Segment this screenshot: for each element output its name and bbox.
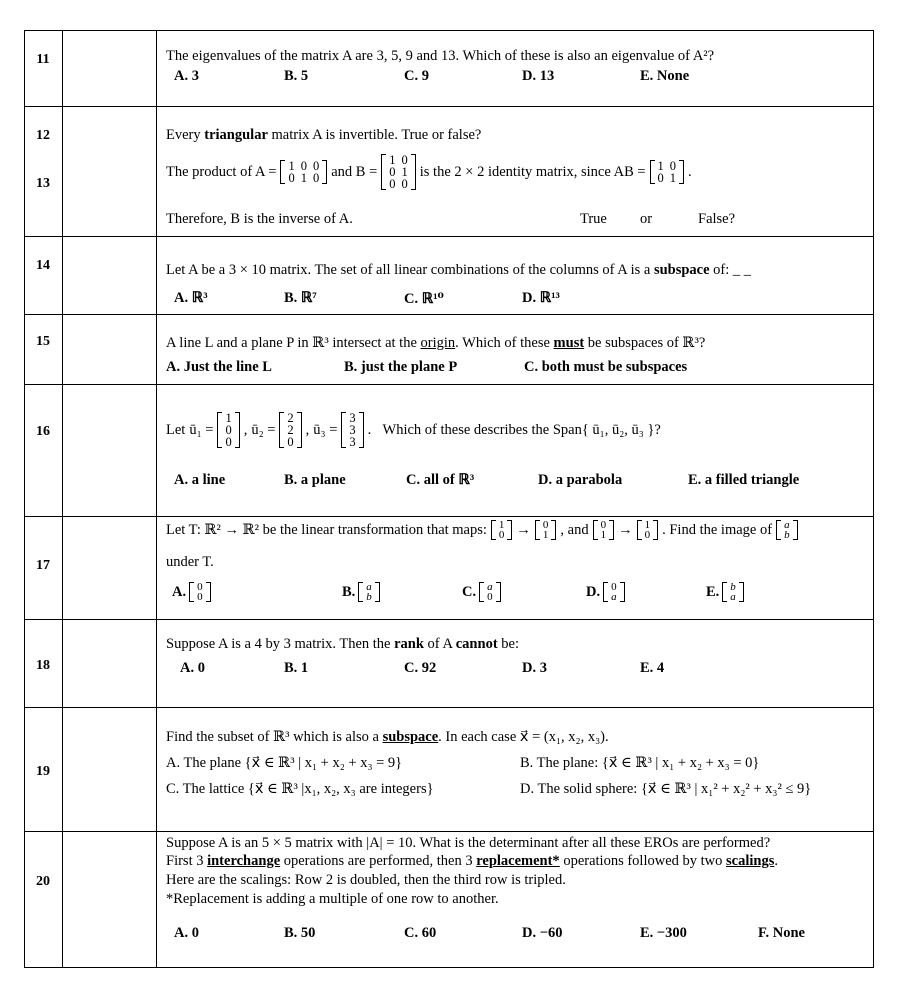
question-number: 13 <box>36 176 50 191</box>
question-text: and B = <box>331 163 378 180</box>
question-number: 11 <box>36 52 50 67</box>
matrix-entry: 0 <box>389 165 396 179</box>
question-text: . In each case x⃗ = (x₁, x₂, x₃). <box>438 729 609 745</box>
question-text: The product of A = <box>166 163 277 180</box>
question-number: 19 <box>36 764 50 779</box>
question-text: . Which of these <box>455 335 554 351</box>
matrix-entry: 0 <box>288 171 295 185</box>
option: E. a filled triangle <box>688 472 800 488</box>
question-text: Which of these describes the Span{ ū₁, ū₂, ū₃ }? <box>382 421 661 438</box>
matrix-entry: 2 <box>287 411 294 425</box>
matrix-entry: 3 <box>349 411 356 425</box>
option: B. The plane: {x⃗ ∈ ℝ³ | x₁ + x₂ + x₃ = 0} <box>520 755 760 771</box>
emphasis: subspace <box>382 729 439 745</box>
matrix-entry: 0 <box>287 435 294 449</box>
question-text: is the 2 × 2 identity matrix, since AB = <box>419 163 646 180</box>
option: A. ℝ³ <box>174 290 208 306</box>
option: C. all of ℝ³ <box>406 472 475 488</box>
vector <box>535 520 557 540</box>
question-text: Every <box>166 127 205 143</box>
option: D. 3 <box>522 660 547 676</box>
option-list <box>166 582 868 612</box>
matrix-entry: 1 <box>389 153 396 167</box>
question-text: Suppose A is an 5 × 5 matrix with |A| = 10. What is the determinant after all these EROs are performed? <box>166 835 771 851</box>
option-letter: D. <box>586 583 601 600</box>
question-text: Suppose A is a 4 by 3 matrix. Then the <box>166 636 395 652</box>
option: C. ℝ¹⁰ <box>404 291 444 307</box>
question-text: The eigenvalues of the matrix A are 3, 5, 9 and 13. Which of these is also an eigenvalue of A²? <box>166 48 715 64</box>
matrix-entry: 0 <box>312 171 320 185</box>
question-text: Let A be a 3 × 10 matrix. The set of all linear combinations of the columns of A is a <box>166 262 651 278</box>
option: E. None <box>640 68 690 84</box>
matrix-entry: 0 <box>611 581 617 593</box>
false-option: False? <box>698 211 736 227</box>
question-text: operations followed by two <box>559 853 727 869</box>
matrix-entry: 0 <box>600 519 607 531</box>
matrix-entry: 0 <box>657 171 664 185</box>
matrix-entry: 0 <box>498 529 505 541</box>
or-text: or <box>640 211 653 227</box>
option: B. just the plane P <box>344 359 458 375</box>
question-text: of: _ _ <box>709 262 752 278</box>
option-letter: C. <box>462 583 477 600</box>
option-letter: E. <box>706 583 720 600</box>
question-number: 18 <box>36 658 50 673</box>
matrix-entry: 1 <box>498 519 505 531</box>
option: B. a plane <box>284 472 346 488</box>
matrix-entry: 0 <box>225 423 232 437</box>
matrix-entry: 0 <box>197 581 203 593</box>
matrix-entry: 0 <box>669 159 677 173</box>
question-number: 20 <box>36 874 50 889</box>
matrix-entry: 1 <box>669 171 677 185</box>
option: E. 4 <box>640 660 665 676</box>
matrix-entry: a <box>611 591 617 603</box>
matrix-entry: 1 <box>644 519 651 531</box>
option: A. The plane {x⃗ ∈ ℝ³ | x₁ + x₂ + x₃ = 9} <box>166 755 403 771</box>
question-text: *Replacement is adding a multiple of one row to another. <box>166 891 499 907</box>
matrix-entry: 0 <box>300 159 307 173</box>
emphasis: interchange <box>207 853 281 869</box>
emphasis: cannot <box>455 636 498 652</box>
vector-label: ū₂ = <box>251 421 276 438</box>
option: D. ℝ¹³ <box>522 290 560 306</box>
option: A. a line <box>174 472 226 488</box>
emphasis: triangular <box>204 127 268 143</box>
option: C. both must be subspaces <box>524 359 688 375</box>
option-letter: B. <box>342 583 356 600</box>
question-text: Find the subset of ℝ³ which is also a <box>166 729 383 745</box>
true-option: True <box>580 211 607 227</box>
vector <box>491 520 513 540</box>
question-text: under T. <box>166 554 214 570</box>
matrix-entry: a <box>487 581 493 593</box>
matrix-entry: 0 <box>197 591 203 603</box>
question-number: 17 <box>36 558 50 573</box>
matrix-entry: 0 <box>389 177 396 191</box>
option: A. 0 <box>180 660 205 676</box>
matrix-entry: 0 <box>225 435 232 449</box>
question-table: 11 The eigenvalues of the matrix A are 3, 5, 9 and 13. Which of these is also an eigenvalue of A²? A. 3 B. 5 C. 9 D. 13 E. None 12 Every triangular matrix A is invertible. True or false? 13 The product of A = 1 0 0 0 1 0 and B = 1 0 0 1 0 0 is the 2 × 2 identity matrix, since AB = 1 0 0 1 . Therefore, B is the inverse of A. True or False? 14 Let A be a 3 × 10 matrix. The set of all linear combinations of the columns of A is a subspace of: _ _ A. ℝ³ B. ℝ⁷ C. ℝ¹⁰ D. ℝ¹³ 15 A line L and a plane P in ℝ³ intersect at the origin. Which of these must be subspaces of ℝ³? A. Just the line L B. just the plane P C. both must be subspaces 16 Let ū₁ = 1 0 0 , ū₂ = 2 2 0 , ū₃ = 3 3 3 . Which of these describes the Span{ ū₁, ū₂, ū₃ }? A. a line B. a plane C. all of ℝ³ D. a parabola E. a filled triangle 17 Let T: ℝ² → ℝ² be the linear transformation that maps: 1 0 → 0 1 , and 0 1 → 1 0 . Find the image of a b under T. A. 0 0 B. a b C. a 0 D. 0 a E. b a 18 Suppose A is a 4 by 3 matrix. Then the rank of A cannot be: A. 0 B. 1 C. 92 D. 3 E. 4 19 Find the subset of ℝ³ which is also a subspace. In each case x⃗ = (x₁, x₂, x₃). A. The plane {x⃗ ∈ ℝ³ | x₁ + x₂ + x₃ = 9} B. The plane: {x⃗ ∈ ℝ³ | x₁ + x₂ + x₃ = 0} C. The lattice {x⃗ ∈ ℝ³ |x₁, x₂, x₃ are integers} D. The solid sphere: {x⃗ ∈ ℝ³ | x₁² + x₂² + x₃² ≤ 9} 20 Suppose A is an 5 × 5 matrix with |A| = 10. What is the determinant after all these EROs are performed? First 3 interchange operations are performed, then 3 replacement* operations followed by two scalings. Here are the scalings: Row 2 is doubled, then the third row is tripled. *Replacement is adding a multiple of one row to another. A. 0 B. 50 C. 60 D. −60 E. −300 F. None <box>24 30 874 968</box>
vector-u3 <box>341 412 363 448</box>
question-text: Therefore, B is the inverse of A. <box>166 211 353 227</box>
question-text: , and <box>560 521 589 538</box>
emphasis: scalings <box>726 853 775 869</box>
question-text: be: <box>497 636 519 652</box>
question-text: . Find the image of <box>662 521 773 538</box>
matrix-entry: 1 <box>542 529 549 541</box>
matrix-entry: 3 <box>349 435 356 449</box>
option-vector <box>603 582 625 602</box>
vector-u2 <box>279 412 301 448</box>
question-11 <box>166 48 868 108</box>
matrix-entry: 0 <box>542 519 549 531</box>
matrix-entry: 0 <box>401 177 408 191</box>
matrix-entry: 0 <box>644 529 651 541</box>
matrix-entry: a <box>366 581 372 593</box>
matrix-entry: b <box>366 591 372 603</box>
option-vector <box>722 582 744 602</box>
option: B. 5 <box>284 68 309 84</box>
matrix-entry: 0 <box>401 153 408 167</box>
question-text: First 3 <box>166 853 208 869</box>
matrix-entry: 3 <box>349 423 356 437</box>
option <box>172 582 211 602</box>
matrix-entry: 0 <box>487 591 493 603</box>
option: B. 50 <box>284 925 316 941</box>
option-vector <box>189 582 211 602</box>
matrix-entry: 1 <box>600 529 607 541</box>
option-vector <box>479 582 501 602</box>
question-text: of A <box>423 636 456 652</box>
option-letter: A. <box>172 583 187 600</box>
question-number: 16 <box>36 424 50 439</box>
option: F. None <box>758 925 805 941</box>
question-number: 15 <box>36 334 50 349</box>
vector-u1 <box>217 412 239 448</box>
option <box>342 582 380 602</box>
matrix-b <box>381 154 416 190</box>
question-number: 12 <box>36 128 50 143</box>
option: A. 3 <box>174 68 199 84</box>
option: C. 60 <box>404 925 437 941</box>
vector <box>593 520 615 540</box>
identity-matrix <box>650 160 685 184</box>
question-number: 14 <box>36 258 50 273</box>
question-text: matrix A is invertible. True or false? <box>267 127 482 143</box>
option: E. −300 <box>640 925 687 941</box>
option: D. 13 <box>522 68 555 84</box>
matrix-entry: 1 <box>300 171 307 185</box>
option: D. The solid sphere: {x⃗ ∈ ℝ³ | x₁² + x₂² + x₃² ≤ 9} <box>520 781 812 797</box>
matrix-entry: a <box>730 591 736 603</box>
emphasis: must <box>553 335 585 351</box>
matrix-entry: 2 <box>287 423 294 437</box>
option: C. The lattice {x⃗ ∈ ℝ³ |x₁, x₂, x₃ are integers} <box>166 781 434 797</box>
option: A. Just the line L <box>166 359 272 375</box>
option: D. a parabola <box>538 472 623 488</box>
matrix-entry: 0 <box>312 159 320 173</box>
matrix-entry: a <box>784 519 790 531</box>
question-text: Here are the scalings: Row 2 is doubled, then the third row is tripled. <box>166 872 566 888</box>
option: C. 92 <box>404 660 437 676</box>
matrix-a <box>280 160 327 184</box>
option <box>586 582 625 602</box>
matrix-entry: 1 <box>288 159 295 173</box>
option: C. 9 <box>404 68 429 84</box>
option: B. 1 <box>284 660 309 676</box>
question-text: Let T: ℝ² → ℝ² be the linear transformation that maps: <box>166 521 487 538</box>
question-text: Let <box>166 421 186 438</box>
vector-label: ū₁ = <box>189 421 214 438</box>
emphasis: subspace <box>653 262 710 278</box>
option: D. −60 <box>522 925 563 941</box>
matrix-entry: 1 <box>657 159 664 173</box>
matrix-entry: 1 <box>225 411 232 425</box>
option: A. 0 <box>174 925 199 941</box>
matrix-entry: b <box>784 529 790 541</box>
vector-label: ū₃ = <box>313 421 338 438</box>
vector <box>637 520 659 540</box>
matrix-entry: 1 <box>401 165 408 179</box>
question-text: be subspaces of ℝ³? <box>584 335 706 351</box>
emphasis: origin <box>420 335 456 351</box>
question-text: operations are performed, then 3 <box>280 853 477 869</box>
question-text: A line L and a plane P in ℝ³ intersect at the <box>166 335 421 351</box>
option <box>706 582 744 602</box>
option-vector <box>358 582 380 602</box>
vector <box>776 520 798 540</box>
option: B. ℝ⁷ <box>284 290 317 306</box>
option <box>462 582 501 602</box>
matrix-entry: b <box>730 581 736 593</box>
emphasis: rank <box>394 636 424 652</box>
emphasis: replacement* <box>476 853 560 869</box>
